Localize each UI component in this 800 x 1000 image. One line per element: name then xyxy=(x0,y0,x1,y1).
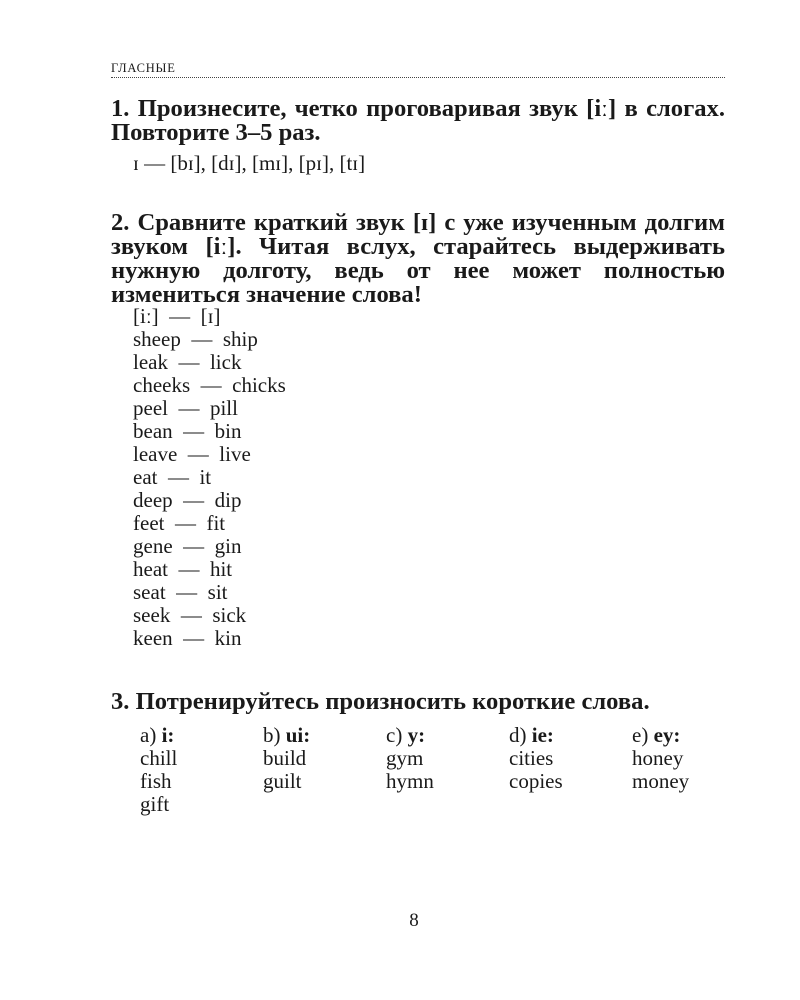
column-word: gym xyxy=(386,746,424,770)
word-pair: seek — sick xyxy=(133,603,247,627)
word-pair: gene — gin xyxy=(133,534,242,558)
column-word: cities xyxy=(509,746,554,770)
word-pair-header: [iː] — [ɪ] xyxy=(133,304,221,328)
column-header xyxy=(632,724,755,747)
column-word: money xyxy=(632,769,690,793)
word-pair: eat — it xyxy=(133,465,212,489)
word-pair: keen — kin xyxy=(133,626,242,650)
column-letter: e) xyxy=(632,723,649,747)
column-letter: a) xyxy=(140,723,157,747)
column-e xyxy=(632,724,755,816)
word-pair: feet — fit xyxy=(133,511,226,535)
word-pair: leak — lick xyxy=(133,350,242,374)
column-word: fish xyxy=(140,769,172,793)
column-word: gift xyxy=(140,792,170,816)
word-columns xyxy=(140,724,755,816)
word-pair: deep — dip xyxy=(133,488,242,512)
word-pair: leave — live xyxy=(133,442,251,466)
task-1-syllables: ɪ — [bɪ], [dɪ], [mɪ], [pɪ], [tɪ] xyxy=(133,151,366,175)
column-letter: d) xyxy=(509,723,527,747)
column-c xyxy=(386,724,509,816)
column-word: build xyxy=(263,746,307,770)
task-2-title: 2. Сравните краткий звук [ɪ] с уже изученным долгим звуком [iː]. Читая вслух, старайтесь выдерживать нужную долготу, ведь от нее может полностью измениться значение слова! xyxy=(111,209,725,308)
word-pair: bean — bin xyxy=(133,419,242,443)
column-header xyxy=(263,724,386,747)
column-letter: b) xyxy=(263,723,281,747)
column-word: chill xyxy=(140,746,178,770)
task-3-title: 3. Потренируйтесь произносить короткие слова. xyxy=(111,688,650,715)
word-pair: sheep — ship xyxy=(133,327,258,351)
column-sound: y: xyxy=(407,723,426,747)
header-dotted-rule xyxy=(111,77,725,78)
column-sound: ie: xyxy=(531,723,554,747)
running-head: ГЛАСНЫЕ xyxy=(111,61,176,75)
column-sound: ui: xyxy=(285,723,311,747)
word-pair: peel — pill xyxy=(133,396,238,420)
page-number: 8 xyxy=(409,910,419,931)
column-header xyxy=(509,724,632,747)
column-word: hymn xyxy=(386,769,434,793)
word-pair: seat — sit xyxy=(133,580,228,604)
column-header xyxy=(140,724,263,747)
column-d xyxy=(509,724,632,816)
column-sound: ey: xyxy=(653,723,681,747)
column-letter: c) xyxy=(386,723,403,747)
task-1-title: 1. Произнесите, четко проговаривая звук [iː] в слогах. Повторите 3–5 раз. xyxy=(111,95,725,146)
column-b xyxy=(263,724,386,816)
column-a xyxy=(140,724,263,816)
column-sound: i: xyxy=(161,723,175,747)
column-word: honey xyxy=(632,746,684,770)
column-header xyxy=(386,724,509,747)
word-pairs-list xyxy=(133,305,286,650)
word-pair: heat — hit xyxy=(133,557,233,581)
word-pair: cheeks — chicks xyxy=(133,373,286,397)
column-word: guilt xyxy=(263,769,302,793)
column-word: copies xyxy=(509,769,563,793)
